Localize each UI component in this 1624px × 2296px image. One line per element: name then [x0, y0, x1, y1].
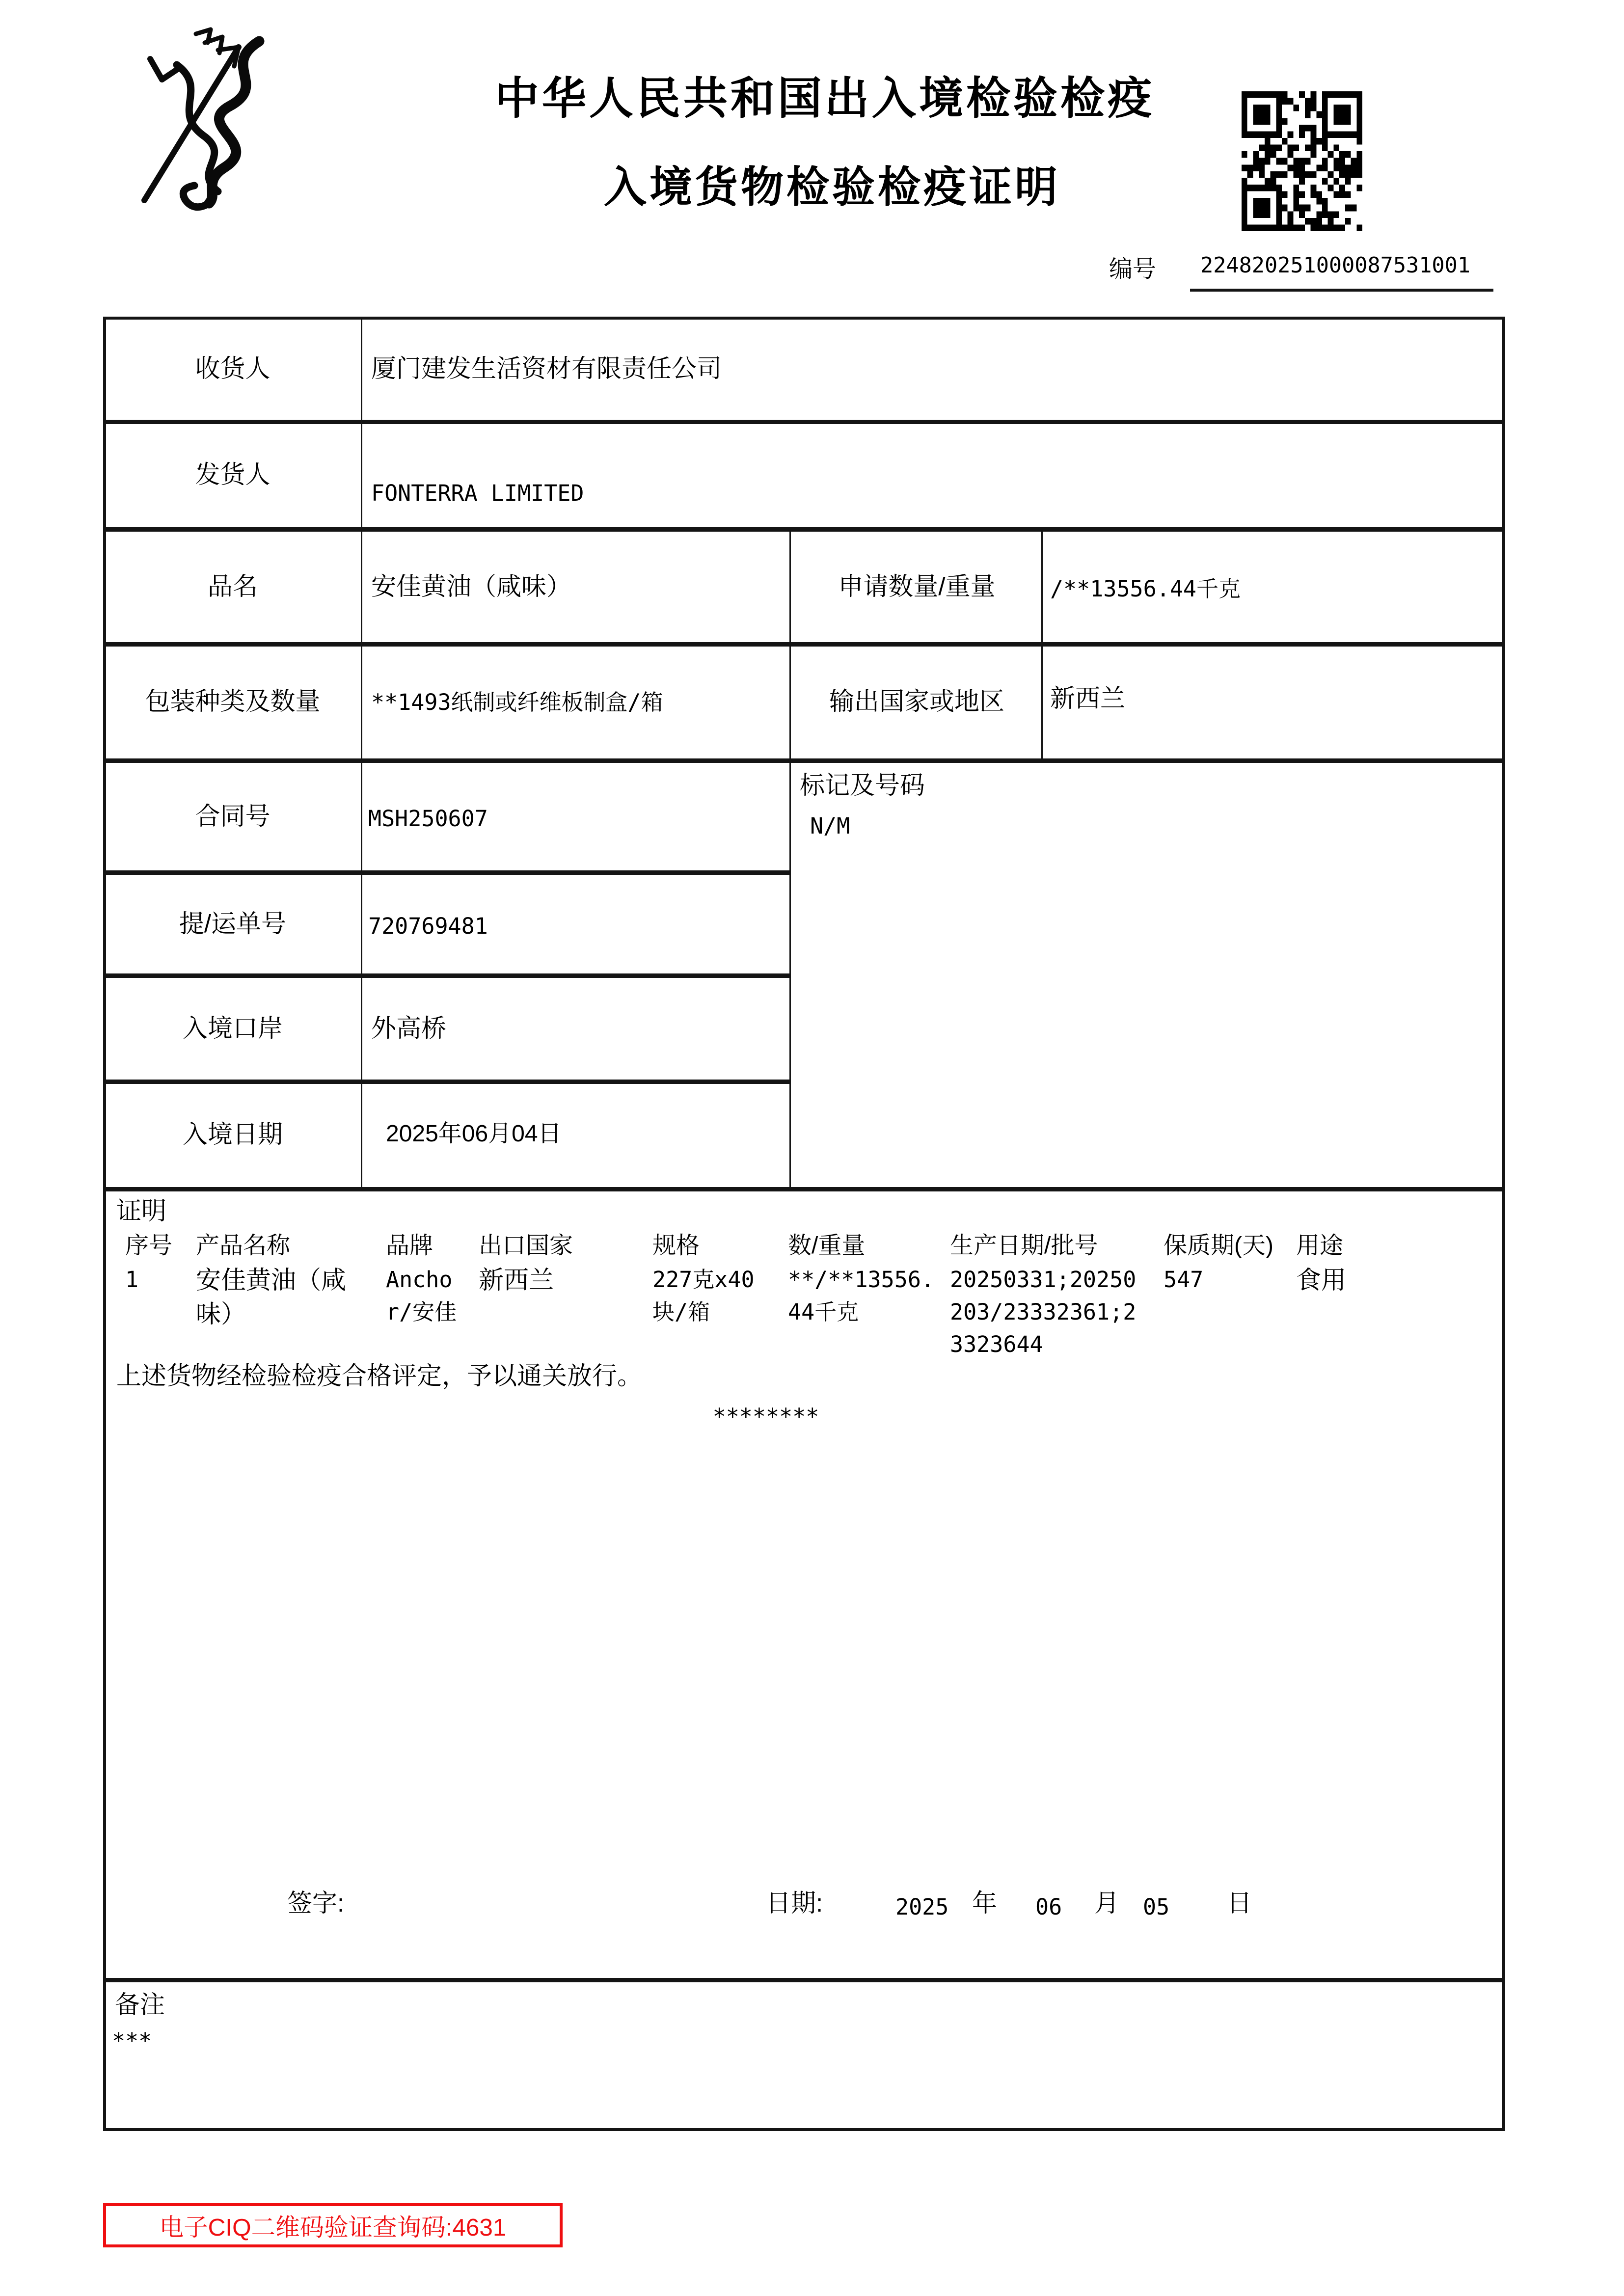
col-header-shelf-life: 保质期(天) [1164, 1234, 1274, 1259]
remarks-label: 备注 [115, 1991, 165, 2019]
cell-spec: 227克x40块/箱 [652, 1267, 755, 1325]
col-header-product: 产品名称 [196, 1234, 291, 1259]
packaging-label: 包装种类及数量 [145, 688, 321, 716]
date-year-value: 2025 [895, 1894, 949, 1920]
divider [1190, 289, 1493, 291]
packaging-value: **1493纸制或纤维板制盒/箱 [371, 689, 663, 716]
date-label: 日期: [766, 1890, 823, 1918]
col-header-brand: 品牌 [386, 1234, 433, 1259]
document-title: 中华人民共和国出入境检验检疫 [495, 75, 1155, 124]
product-name-value: 安佳黄油（咸味） [371, 573, 571, 601]
consignor-value: FONTERRA LIMITED [371, 480, 584, 507]
col-header-export-country: 出口国家 [479, 1234, 573, 1259]
divider [361, 320, 363, 1187]
certificate-product-table [0, 1231, 1624, 1482]
contract-no-label: 合同号 [195, 803, 271, 831]
divider [106, 973, 789, 977]
consignor-label: 发货人 [195, 461, 271, 489]
date-day-value: 05 [1143, 1894, 1170, 1920]
col-header-seq: 序号 [125, 1234, 173, 1259]
cell-seq: 1 [125, 1267, 139, 1293]
consignee-label: 收货人 [195, 355, 271, 383]
bill-no-label: 提/运单号 [179, 910, 287, 938]
divider [789, 527, 791, 1190]
month-char: 月 [1094, 1890, 1119, 1918]
marks-value: N/M [810, 813, 850, 839]
divider [106, 1080, 789, 1083]
cell-usage: 食用 [1296, 1267, 1346, 1295]
divider [106, 1187, 1502, 1191]
divider [106, 642, 1502, 646]
bill-no-value: 720769481 [368, 913, 488, 940]
export-country-label: 输出国家或地区 [829, 688, 1004, 716]
remarks-value: *** [112, 2028, 152, 2054]
export-country-value: 新西兰 [1050, 685, 1125, 713]
cell-shelf-life: 547 [1164, 1267, 1204, 1293]
cell-qty-weight: **/**13556.44千克 [788, 1267, 935, 1325]
entry-date-value: 2025年06月04日 [386, 1122, 562, 1147]
col-header-usage: 用途 [1296, 1234, 1344, 1259]
cell-product: 安佳黄油（咸味） [196, 1267, 346, 1328]
divider [106, 870, 789, 874]
divider [106, 527, 1502, 531]
number-label: 编号 [1109, 258, 1157, 283]
ciq-emblem-logo [133, 27, 287, 212]
divider [106, 758, 1502, 762]
col-header-batch: 生产日期/批号 [950, 1234, 1098, 1259]
certificate-section-label: 证明 [116, 1197, 166, 1225]
cell-export-country: 新西兰 [479, 1267, 554, 1295]
col-header-qty-weight: 数/重量 [788, 1234, 866, 1259]
document-subtitle: 入境货物检验检疫证明 [603, 165, 1060, 212]
signature-label: 签字: [287, 1890, 345, 1918]
end-mark: ******** [712, 1404, 819, 1430]
day-char: 日 [1227, 1890, 1252, 1918]
entry-port-value: 外高桥 [371, 1015, 446, 1043]
entry-port-label: 入境口岸 [183, 1015, 283, 1043]
divider [1041, 527, 1043, 761]
marks-label: 标记及号码 [800, 772, 925, 800]
ciq-verification-text: 电子CIQ二维码验证查询码:4631 [159, 2215, 507, 2242]
cell-batch: 20250331;20250203/23332361;23323644 [950, 1267, 1137, 1358]
divider [106, 1978, 1502, 1982]
qr-code-icon [1242, 91, 1362, 231]
year-char: 年 [972, 1890, 997, 1918]
number-value: 224820251000087531001 [1200, 255, 1470, 278]
clearance-statement: 上述货物经检验检疫合格评定，予以通关放行。 [116, 1362, 642, 1390]
col-header-spec: 规格 [652, 1234, 700, 1259]
quantity-value: /**13556.44千克 [1050, 576, 1241, 602]
divider [106, 420, 1502, 424]
consignee-value: 厦门建发生活资材有限责任公司 [371, 355, 722, 383]
product-name-label: 品名 [208, 573, 258, 601]
contract-no-value: MSH250607 [368, 806, 488, 832]
date-month-value: 06 [1035, 1894, 1062, 1920]
quantity-label: 申请数量/重量 [838, 573, 996, 601]
ciq-verification-stamp [103, 2203, 563, 2247]
entry-date-label: 入境日期 [183, 1121, 283, 1149]
cell-brand: Anchor/安佳 [386, 1267, 457, 1325]
